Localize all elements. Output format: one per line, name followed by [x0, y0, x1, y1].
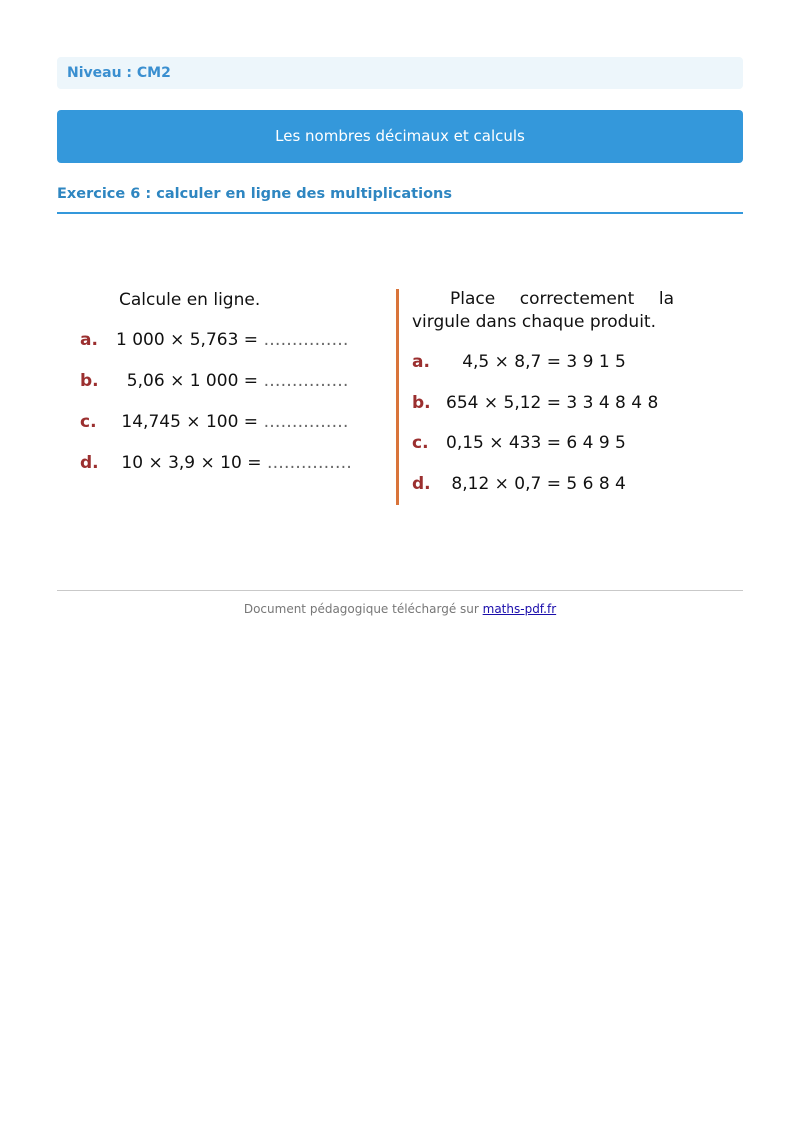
- item-expression: 4,5 × 8,7 = 3 9 1 5: [446, 352, 626, 372]
- item-label: a.: [80, 330, 98, 350]
- item-label: d.: [80, 453, 99, 473]
- item-expression: 0,15 × 433 = 6 4 9 5: [446, 433, 626, 453]
- item-label: c.: [80, 412, 97, 432]
- item-label: c.: [412, 433, 429, 453]
- level-badge: Niveau : CM2: [57, 57, 743, 89]
- left-instruction: Calcule en ligne.: [119, 290, 261, 310]
- column-divider: [396, 289, 399, 505]
- right-instruction: Place correctement la virgule dans chaque produit.: [412, 289, 674, 332]
- footer-text: Document pédagogique téléchargé sur: [243, 602, 483, 616]
- item-label: b.: [412, 392, 431, 413]
- left-item-c: [80, 410, 370, 451]
- footer: [57, 602, 743, 616]
- item-label: a.: [412, 352, 430, 372]
- item-label: b.: [80, 371, 99, 391]
- exercise-title: Exercice 6 : calculer en ligne des multiplications: [57, 186, 452, 202]
- answer-blank: ……………: [263, 412, 349, 432]
- answer-blank: ……………: [263, 330, 349, 350]
- item-expression: 5,06 × 1 000 =: [116, 371, 264, 391]
- item-label: d.: [412, 473, 431, 494]
- left-item-d: [80, 451, 370, 492]
- left-item-b: [80, 369, 370, 410]
- item-expression: 14,745 × 100 =: [116, 412, 264, 432]
- answer-blank: ……………: [263, 371, 349, 391]
- item-expression: 654 × 5,12 = 3 3 4 8 4 8: [446, 392, 659, 413]
- right-column: [412, 288, 674, 512]
- exercise-title-underline: [57, 212, 743, 214]
- left-item-a: [80, 328, 370, 369]
- item-expression: 8,12 × 0,7 = 5 6 8 4: [446, 473, 626, 494]
- right-item-b: [412, 391, 674, 432]
- footer-link[interactable]: maths-pdf.fr: [482, 602, 557, 616]
- right-item-d: [412, 472, 674, 513]
- left-column: [80, 288, 370, 492]
- item-expression: 1 000 × 5,763 =: [116, 330, 264, 350]
- chapter-banner: Les nombres décimaux et calculs: [57, 110, 743, 163]
- answer-blank: ……………: [266, 453, 352, 473]
- item-expression: 10 × 3,9 × 10 =: [116, 453, 267, 473]
- right-item-c: [412, 431, 674, 472]
- footer-divider: [57, 590, 743, 591]
- right-item-a: [412, 350, 674, 391]
